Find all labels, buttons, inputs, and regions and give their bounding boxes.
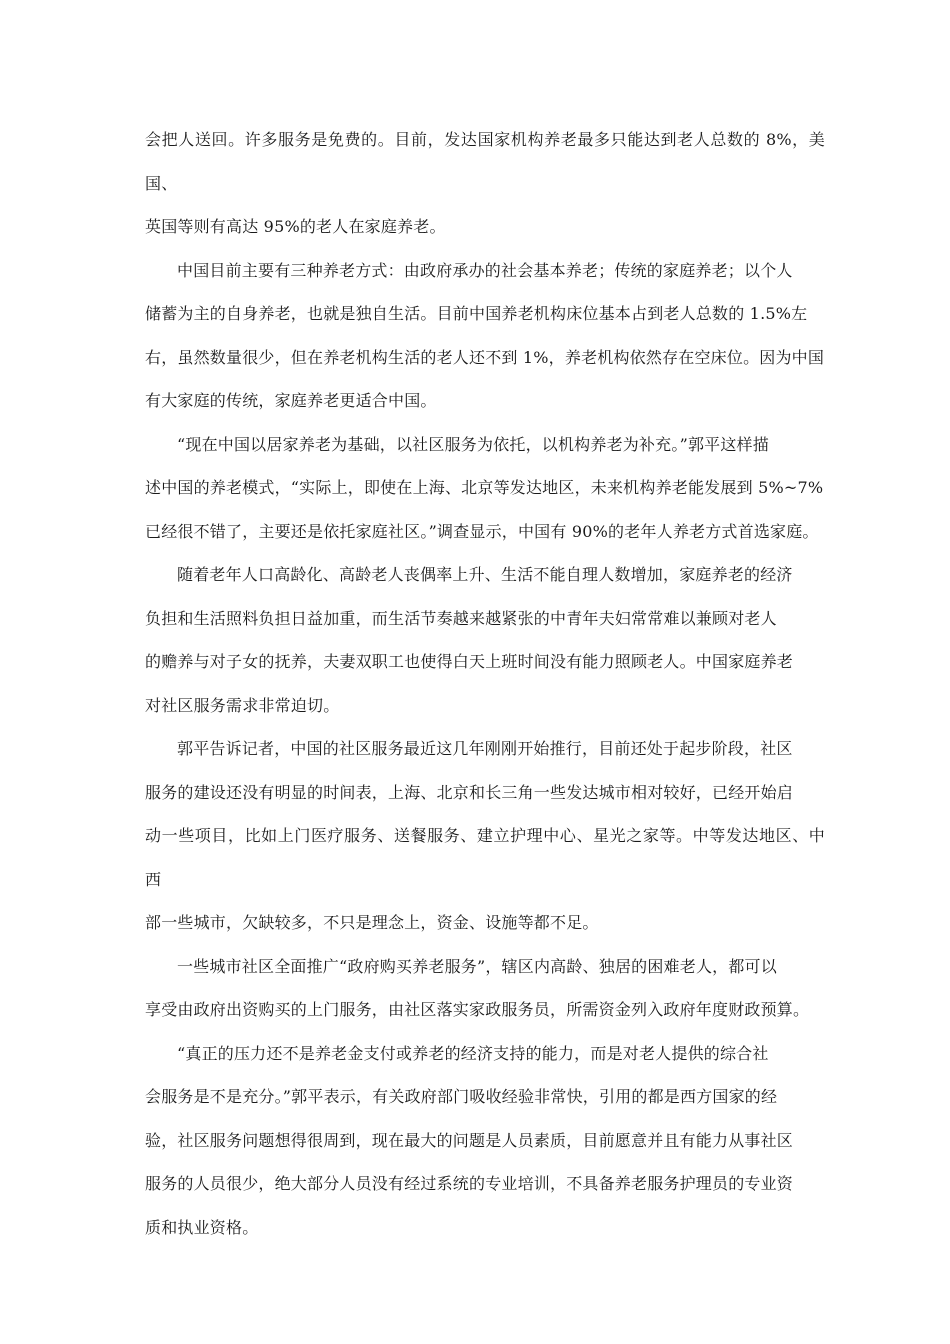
paragraph xyxy=(145,118,825,249)
text-line: 郭平告诉记者，中国的社区服务最近这几年刚刚开始推行，目前还处于起步阶段，社区 xyxy=(177,739,793,758)
text-line: 储蓄为主的自身养老，也就是独自生活。目前中国养老机构床位基本占到老人总数的 1.5%左 xyxy=(145,304,808,323)
paragraph xyxy=(145,945,825,1032)
paragraph xyxy=(145,249,825,423)
paragraph xyxy=(145,553,825,727)
text-line: 服务的建设还没有明显的时间表，上海、北京和长三角一些发达城市相对较好，已经开始启 xyxy=(145,782,794,802)
text-line: 右，虽然数量很少，但在养老机构生活的老人还不到 1%，养老机构依然存在空床位。因为中国 xyxy=(145,347,825,367)
text-line: 部一些城市，欠缺较多，不只是理念上，资金、设施等都不足。 xyxy=(145,913,599,932)
text-line: 的赡养与对子女的抚养，夫妻双职工也使得白天上班时间没有能力照顾老人。中国家庭养老 xyxy=(145,652,794,671)
paragraph xyxy=(145,1032,825,1250)
text-line: 英国等则有高达 95%的老人在家庭养老。 xyxy=(145,217,446,236)
text-line: 负担和生活照料负担日益加重，而生活节奏越来越紧张的中青年夫妇常常难以兼顾对老人 xyxy=(145,608,777,628)
text-line: 随着老年人口高龄化、高龄老人丧偶率上升、生活不能自理人数增加，家庭养老的经济 xyxy=(177,565,793,584)
text-line: 服务的人员很少，绝大部分人员没有经过系统的专业培训，不具备养老服务护理员的专业资 xyxy=(145,1174,794,1193)
text-line: 已经很不错了，主要还是依托家庭社区。”调查显示，中国有 90%的老年人养老方式首选家庭。 xyxy=(145,521,819,541)
text-line: “现在中国以居家养老为基础，以社区服务为依托，以机构养老为补充。”郭平这样描 xyxy=(177,434,769,454)
text-line: 一些城市社区全面推广“政府购买养老服务”，辖区内高龄、独居的困难老人，都可以 xyxy=(177,956,777,976)
paragraph xyxy=(145,423,825,554)
text-line: 动一些项目，比如上门医疗服务、送餐服务、建立护理中心、星光之家等。中等发达地区、中西 xyxy=(145,826,825,889)
text-line: 会服务是不是充分。”郭平表示，有关政府部门吸收经验非常快，引用的都是西方国家的经 xyxy=(145,1087,778,1106)
text-line: 验，社区服务问题想得很周到，现在最大的问题是人员素质，目前愿意并且有能力从事社区 xyxy=(145,1130,794,1150)
text-line: 质和执业资格。 xyxy=(145,1217,259,1237)
paragraph xyxy=(145,727,825,945)
article-body xyxy=(145,118,825,1249)
text-line: 述中国的养老模式，“实际上，即使在上海、北京等发达地区，未来机构养老能发展到 5%~7% xyxy=(145,478,824,497)
text-line: 中国目前主要有三种养老方式：由政府承办的社会基本养老；传统的家庭养老；以个人 xyxy=(177,260,793,280)
text-line: 有大家庭的传统，家庭养老更适合中国。 xyxy=(145,391,437,410)
text-line: “真正的压力还不是养老金支付或养老的经济支持的能力，而是对老人提供的综合社 xyxy=(177,1043,769,1063)
text-line: 对社区服务需求非常迫切。 xyxy=(145,695,340,715)
text-line: 享受由政府出资购买的上门服务，由社区落实家政服务员，所需资金列入政府年度财政预算。 xyxy=(145,1000,810,1019)
text-line: 会把人送回。许多服务是免费的。目前，发达国家机构养老最多只能达到老人总数的 8%，美国、 xyxy=(145,130,825,193)
